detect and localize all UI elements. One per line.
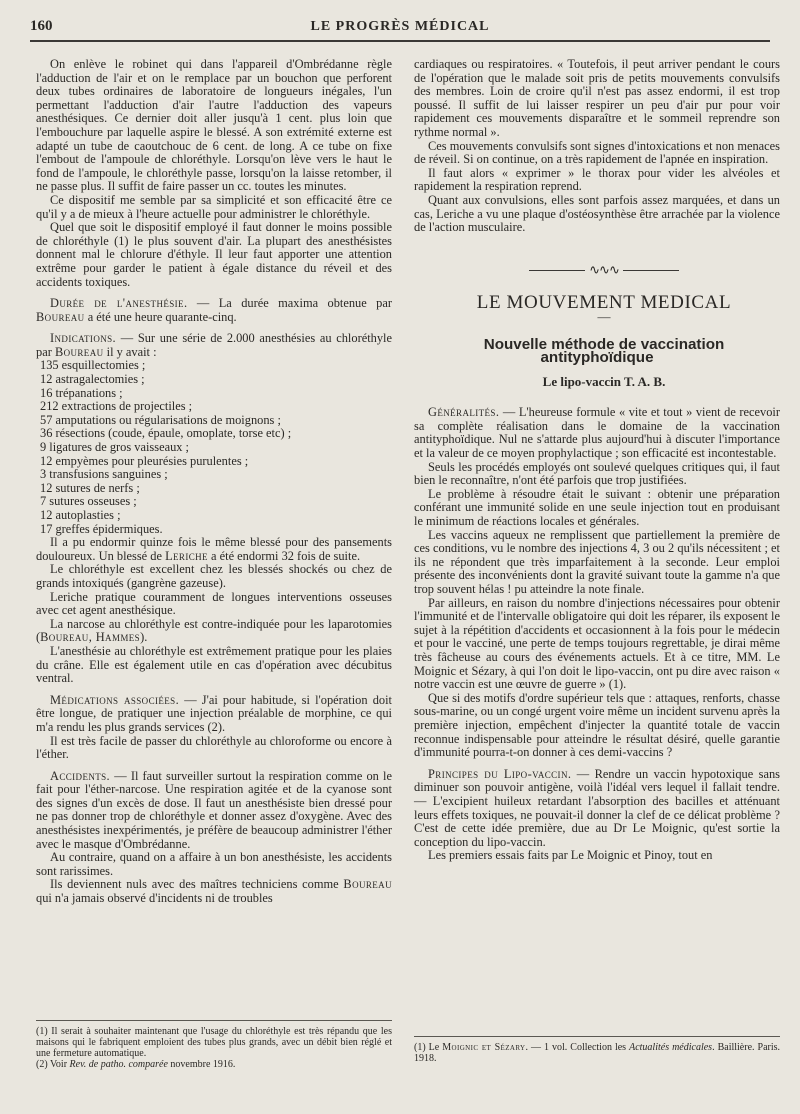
section-duree: Durée de l'anesthésie. — La durée maxima obtenue par Boureau a été une heure quarante-cinq. [36, 296, 392, 324]
list-item: 12 autoplasties ; [40, 508, 121, 522]
left-footnotes [36, 1026, 392, 1070]
paragraph: Que si des motifs d'ordre supérieur tels que : attaques, renforts, chasse sous-marine, ou un congé urgent voire même un incident survenu après la première injection, empêchent d'injecter la quantité totale de vaccin reconnue indispensable pour atteindre le résultat désiré, quelle garantie d'immunité pourra-t-on donner à ces demi-vaccins ? [414, 690, 780, 760]
section-heading: Généralités. [428, 405, 500, 420]
author-name: Moignic et Sézary [442, 1042, 526, 1053]
rubric-dash: — [597, 308, 611, 324]
author-name: Boureau [36, 309, 85, 324]
article-title: Nouvelle méthode de vaccination antityphoïdique [483, 335, 725, 367]
paragraph: Il est très facile de passer du chloréthyle au chloroforme ou encore à l'éther. [36, 733, 392, 762]
left-column [36, 58, 392, 906]
list-item: 7 sutures osseuses ; [40, 494, 137, 509]
paragraph: Leriche pratique couramment de longues interventions osseuses avec cet agent anesthésique. [36, 589, 392, 618]
section-accidents: Accidents. — Il faut surveiller surtout la respiration comme on le fait pour l'éther-narcose. Une respiration agitée et de la cyanose sont des signes d'un excès de dose. Il faut un anesthésiste bien dressé pour ne pas donner trop de chloréthyle et donner assez d'oxygène. Avec des anesthésistes inexpérimentés, je préfère de beaucoup administrer l'éther avec le masque d'Ombrédanne. [36, 768, 392, 851]
list-item: 12 sutures de nerfs ; [40, 480, 140, 495]
list-item: 212 extractions de projectiles ; [40, 399, 193, 414]
paragraph: Les premiers essais faits par Le Moignic et Pinoy, tout en [428, 848, 713, 863]
paragraph: Quel que soit le dispositif employé il faut donner le moins possible de chloréthyle (1) le plus souvent d'air. La plupart des anesthésistes donnent mal le chlorure d'éthyle. Il leur faut apporter une attention extrême pour garder le patient à égale distance du réveil et des accidents toxiques. [36, 220, 392, 289]
list-item: 12 empyèmes pour pleurésies purulentes ; [40, 453, 249, 468]
footnote: (1) Le Moignic et Sézary. — 1 vol. Collection les Actualités médicales. Baillière. Paris. 1918. [414, 1042, 781, 1064]
list-item: 12 astragalectomies ; [40, 372, 145, 387]
footnote-rule [36, 1020, 392, 1021]
footnote: (1) Il serait à souhaiter maintenant que l'usage du chloréthyle est très répandu que les maisons qui le fabriquent emploient des tubes plus grands, avec un débit bien réglé et une fermeture automatique. [36, 1026, 392, 1059]
section-heading: Accidents. [50, 768, 111, 783]
list-item: 36 résections (coude, épaule, omoplate, torse etc) ; [40, 426, 292, 441]
header-rule [30, 40, 770, 42]
paragraph: Quant aux convulsions, elles sont parfois assez marquées, et dans un cas, Leriche a vu une plaque d'ostéosynthèse être arrachée par la violence de l'action musculaire. [414, 192, 780, 235]
section-generalites: Généralités. — L'heureuse formule « vite et tout » vient de recevoir sa complète réalisation dans le domaine de la vaccination antityphoïdique. Nul ne s'attarde plus aujourd'hui à discuter l'importance et la valeur de ce moyen prophylactique ; son efficacité est incontestable. [414, 405, 780, 461]
paragraph: Il a pu endormir quinze fois le même blessé pour des pansements douloureux. Un blessé de Leriche a été endormi 32 fois de suite. [36, 535, 392, 563]
section-heading: Principes du Lipo-vaccin. [428, 766, 572, 781]
ornament-divider: ∿∿∿ [414, 263, 780, 277]
paragraph: L'anesthésie au chloréthyle est extrêmement pratique pour les plaies du crâne. Elle est également utile en cas d'opération avec décubitus ventral. [36, 643, 392, 686]
indications-list [36, 359, 392, 536]
paragraph: Seuls les procédés employés ont soulevé quelques critiques qui, il faut bien le reconnaître, n'ont été parfois que trop justifiées. [414, 459, 780, 488]
paragraph: Le chloréthyle est excellent chez les blessés shockés ou chez de grands intoxiqués (gangrène gazeuse). [36, 562, 392, 590]
list-item: 3 transfusions sanguines ; [40, 467, 168, 482]
page-number: 160 [30, 18, 53, 34]
list-item: 16 trépanations ; [40, 385, 123, 400]
section-heading: Médications associées. [50, 692, 180, 707]
section-principes: Principes du Lipo-vaccin. — Rendre un vaccin hypotoxique sans diminuer son pouvoir antigène, voilà l'idéal vers lequel il fallait tendre. — L'excipient huileux retardant l'absorption des bacilles et atténuant leurs effets toxiques, ne pouvait-il donner la clef de ce délicat problème ? C'est de cette idée première, due au Dr Le Moignic, qu'est sortie la conception du lipo-vaccin. [414, 766, 781, 849]
section-medications: Médications associées. — J'ai pour habitude, si l'opération doit être longue, de pratiquer une injection préalable de morphine, ce qui m'a rendu les plus grands services (2). [36, 692, 392, 734]
paragraph: Ces mouvements convulsifs sont signes d'intoxications et non menaces de réveil. Si on continue, on a très rapidement de l'apnée en inspiration. [414, 138, 780, 167]
paragraph: Ils deviennent nuls avec des maîtres techniciens comme Boureau qui n'a jamais observé d'incidents ni de troubles [36, 877, 392, 906]
right-column [414, 58, 780, 863]
footnote: (2) Voir Rev. de patho. comparée novembre 1916. [36, 1059, 236, 1070]
paragraph: Les vaccins aqueux ne remplissent que partiellement la première de ces conditions, vu le nombre des injections 4, 3 ou 2 qu'ils nécessitent ; et ils ne répondent que très imparfaitement à la seconde. Leur emploi présente des inconvénients dont la gravité suivant toute la gamme n'a que trop souvent hélas ! pu atteindre la note finale. [414, 527, 780, 596]
section-indications: Indications. — Sur une série de 2.000 anesthésies au chloréthyle par Boureau il y avait : [36, 331, 392, 359]
author-name: Boureau [343, 877, 392, 892]
rubric-title: LE MOUVEMENT MEDICAL [476, 292, 732, 314]
right-footnotes [414, 1042, 780, 1064]
author-name: Boureau, Hammes [40, 630, 141, 645]
section-heading: Indications. [50, 331, 117, 346]
paragraph: On enlève le robinet qui dans l'appareil d'Ombrédanne règle l'adduction de l'air et on le remplace par un bouchon que perforent deux tubes ordinaires de laboratoire de longueurs inégales, l'un permettant l'adduction d'air l'autre l'adduction des vapeurs anesthésiques. Ce dernier doit aller jusqu'à 1 cent. plus loin que l'embouchure par laquelle aspire le blessé. A son extrémité externe est adapté un tube de caoutchouc de 6 cent. de long. A ce tube on fixe l'embout de l'ampoule de chloréthyle. Lorsqu'on lève vers le haut le fond de l'ampoule, le chloréthyle passe, lorsqu'on la laisse retomber, il ne passe plus. Il suffit de faire passer un cc. toutes les minutes. [36, 57, 392, 194]
list-item: 17 greffes épidermiques. [40, 521, 163, 536]
paragraph: La narcose au chloréthyle est contre-indiquée pour les laparotomies (Boureau, Hammes). [36, 616, 392, 645]
journal-title: LE PROGRÈS MÉDICAL [310, 19, 490, 34]
section-heading: Durée de l'anesthésie. [50, 296, 188, 311]
author-name: Leriche [165, 548, 208, 563]
author-name: Boureau [54, 344, 104, 359]
page-header [30, 18, 770, 42]
paragraph: cardiaques ou respiratoires. « Toutefois, il peut arriver pendant le cours de l'opération que le malade soit pris de petits mouvements convulsifs des membres. Loin de croire qu'il n'est pas assez endormi, il est trop poussé. Il suffit de lui laisser respirer un peu d'air pur pour voir rapidement ces mouvements disparaître et le sommeil reprendre son rythme normal ». [414, 57, 780, 139]
paragraph: Le problème à résoudre était le suivant : obtenir une préparation conférant une immunité solide en une seule injection tout en produisant le minimum de réactions locales et générales. [414, 486, 780, 529]
paragraph: Par ailleurs, en raison du nombre d'injections nécessaires pour obtenir l'immunité et de l'intervalle obligatoire qui doit les réparer, ils exposent le sujet à la répétition d'accidents et occasionnent à la fois pour le médecin et pour le vacciné, une perte de temps toujours regrettable, je dirai même très fâcheuse au cours des événements actuels. Et à ce titre, MM. Le Moignic et Sézary, à qui l'on doit le lipo-vaccin, ont pu dire avec raison « notre vaccin est une œuvre de guerre » (1). [414, 595, 780, 692]
list-item: 135 esquillectomies ; [40, 358, 146, 373]
list-item: 57 amputations ou régularisations de moignons ; [40, 412, 281, 427]
footnote-rule [414, 1036, 780, 1037]
paragraph: Au contraire, quand on a affaire à un bon anesthésiste, les accidents sont rarissimes. [36, 850, 392, 878]
paragraph: Il faut alors « exprimer » le thorax pour vider les alvéoles et rapidement la respiration reprend. [414, 165, 780, 194]
list-item: 9 ligatures de gros vaisseaux ; [40, 440, 189, 455]
article-subtitle: Le lipo-vaccin T. A. B. [542, 373, 666, 389]
paragraph: Ce dispositif me semble par sa simplicité et son efficacité être ce qu'il y a de mieux à l'heure actuelle pour administrer le chloréthyle. [36, 192, 392, 221]
